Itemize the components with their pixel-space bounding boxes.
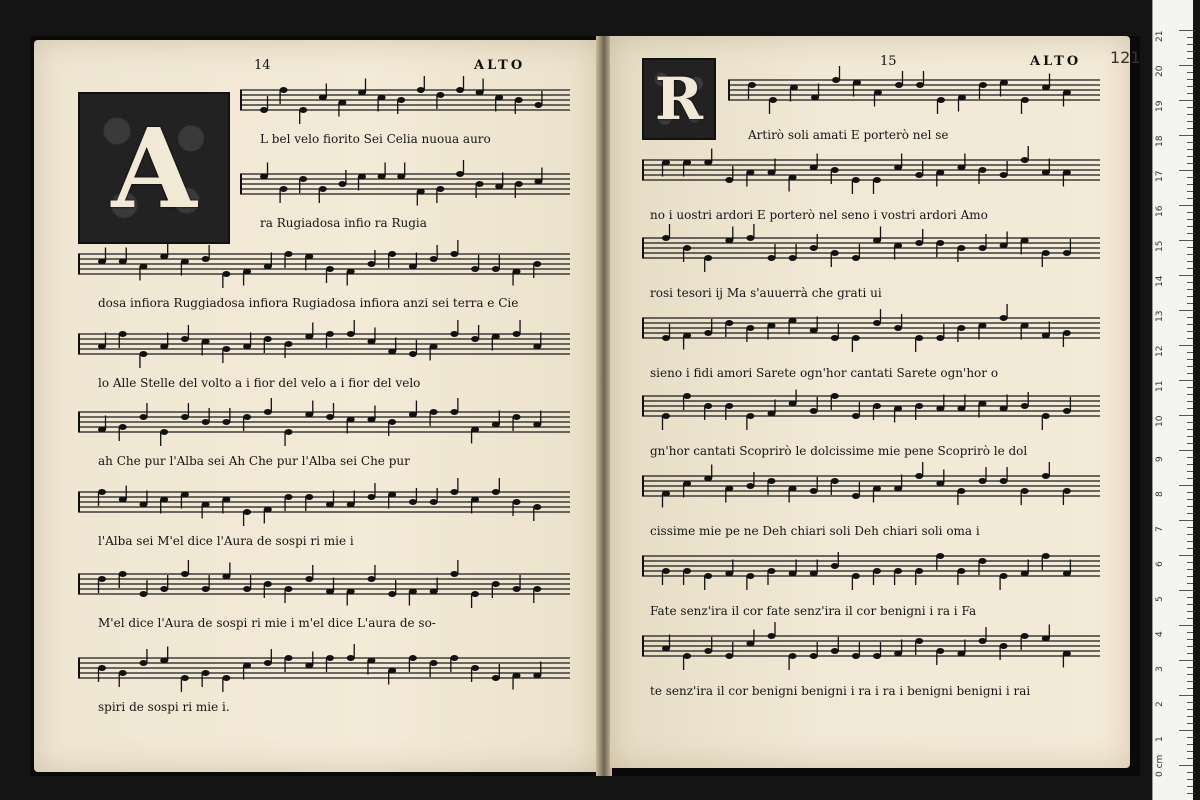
ruler-label: 11 [1155, 380, 1165, 392]
ruler-minor-tick [1187, 667, 1193, 668]
ruler-minor-tick [1187, 702, 1193, 703]
ruler-label: 5 [1155, 596, 1165, 602]
ruler-tick [1179, 730, 1193, 731]
ruler-minor-tick [1187, 72, 1193, 73]
lyric-line: lo Alle Stelle del volto a i fior del velo a i fior del velo [98, 376, 421, 390]
music-staff [240, 168, 570, 198]
ruler-label: 14 [1155, 275, 1165, 287]
ruler-tick [1179, 695, 1193, 696]
ruler-minor-tick [1187, 471, 1193, 472]
music-staff [728, 74, 1100, 104]
ruler-minor-tick [1187, 296, 1193, 297]
ruler-minor-tick [1187, 786, 1193, 787]
ruler-minor-tick [1187, 429, 1193, 430]
ruler-minor-tick [1187, 198, 1193, 199]
open-book [30, 36, 1140, 776]
ruler-minor-tick [1187, 261, 1193, 262]
ruler-minor-tick [1187, 51, 1193, 52]
ruler-tick [1179, 30, 1193, 31]
ruler-minor-tick [1187, 674, 1193, 675]
ruler-minor-tick [1187, 772, 1193, 773]
ruler-minor-tick [1187, 156, 1193, 157]
ruler-minor-tick [1187, 128, 1193, 129]
ruler-label: 7 [1155, 526, 1165, 532]
ruler-minor-tick [1187, 534, 1193, 535]
ruler-minor-tick [1187, 37, 1193, 38]
ruler-minor-tick [1187, 422, 1193, 423]
ruler-minor-tick [1187, 506, 1193, 507]
music-staff [78, 486, 570, 516]
lyric-line: sieno i fidi amori Sarete ogn'hor cantati Sarete ogn'hor o [650, 366, 999, 380]
ruler-minor-tick [1187, 317, 1193, 318]
decorated-initial: A [78, 92, 230, 244]
ruler-minor-tick [1187, 597, 1193, 598]
ruler-minor-tick [1187, 184, 1193, 185]
running-head: ALTO [474, 58, 526, 73]
left-page [34, 40, 598, 772]
ruler-minor-tick [1187, 611, 1193, 612]
ruler-minor-tick [1187, 177, 1193, 178]
ruler-label: 13 [1155, 310, 1165, 322]
ruler-minor-tick [1187, 142, 1193, 143]
ruler-label: 0 cm [1155, 754, 1165, 777]
ruler-minor-tick [1187, 457, 1193, 458]
ruler-tick [1179, 450, 1193, 451]
ruler-minor-tick [1187, 646, 1193, 647]
ruler-minor-tick [1187, 233, 1193, 234]
ruler-minor-tick [1187, 576, 1193, 577]
ruler-label: 16 [1155, 205, 1165, 217]
ruler-minor-tick [1187, 562, 1193, 563]
ruler-minor-tick [1187, 653, 1193, 654]
page-number: 14 [254, 58, 271, 73]
ruler-tick [1179, 240, 1193, 241]
ruler-minor-tick [1187, 408, 1193, 409]
ruler-minor-tick [1187, 436, 1193, 437]
ruler-tick [1179, 590, 1193, 591]
ruler-minor-tick [1187, 751, 1193, 752]
ruler-minor-tick [1187, 478, 1193, 479]
lyric-line: dosa infiora Ruggiadosa infiora Rugiadosa infiora anzi sei terra e Cie [98, 296, 519, 310]
ruler-minor-tick [1187, 79, 1193, 80]
ruler-label: 8 [1155, 491, 1165, 497]
ruler-label: 1 [1155, 736, 1165, 742]
ruler-label: 12 [1155, 345, 1165, 357]
ruler-minor-tick [1187, 366, 1193, 367]
lyric-line: L bel velo fiorito Sei Celia nuoua auro [260, 132, 491, 146]
music-staff [642, 232, 1100, 262]
ruler-label: 15 [1155, 240, 1165, 252]
ruler-minor-tick [1187, 583, 1193, 584]
ruler-minor-tick [1187, 716, 1193, 717]
ruler-tick [1179, 415, 1193, 416]
ruler-label: 21 [1155, 30, 1165, 42]
ruler-tick [1179, 555, 1193, 556]
ruler-label: 17 [1155, 170, 1165, 182]
ruler-minor-tick [1187, 681, 1193, 682]
ruler-minor-tick [1187, 114, 1193, 115]
ruler-tick [1179, 380, 1193, 381]
ruler-minor-tick [1187, 93, 1193, 94]
ruler-label: 10 [1155, 415, 1165, 427]
music-staff [78, 568, 570, 598]
lyric-line: Fate senz'ira il cor fate senz'ira il cor benigni i ra i Fa [650, 604, 977, 618]
ruler-minor-tick [1187, 639, 1193, 640]
ruler-minor-tick [1187, 58, 1193, 59]
ruler-label: 6 [1155, 561, 1165, 567]
ruler-minor-tick [1187, 191, 1193, 192]
ruler-tick [1179, 205, 1193, 206]
ruler-minor-tick [1187, 513, 1193, 514]
ruler-minor-tick [1187, 499, 1193, 500]
ruler-label: 3 [1155, 666, 1165, 672]
ruler-minor-tick [1187, 387, 1193, 388]
ruler-minor-tick [1187, 632, 1193, 633]
ruler-minor-tick [1187, 793, 1193, 794]
ruler-minor-tick [1187, 163, 1193, 164]
ruler-minor-tick [1187, 443, 1193, 444]
ruler-minor-tick [1187, 604, 1193, 605]
ruler-tick [1179, 135, 1193, 136]
ruler-minor-tick [1187, 464, 1193, 465]
lyric-line: te senz'ira il cor benigni benigni i ra i ra i benigni benigni i rai [650, 684, 1031, 698]
ruler-tick [1179, 65, 1193, 66]
ruler-tick [1179, 660, 1193, 661]
lyric-line: no i uostri ardori E porterò nel seno i vostri ardori Amo [650, 208, 988, 222]
ruler-tick [1179, 765, 1193, 766]
music-staff [240, 84, 570, 114]
ruler-label: 20 [1155, 65, 1165, 77]
ruler-minor-tick [1187, 758, 1193, 759]
ruler-minor-tick [1187, 737, 1193, 738]
music-staff [642, 550, 1100, 580]
ruler-minor-tick [1187, 401, 1193, 402]
ruler-minor-tick [1187, 541, 1193, 542]
right-page [610, 36, 1141, 768]
ruler-minor-tick [1187, 254, 1193, 255]
ruler-minor-tick [1187, 86, 1193, 87]
ruler-minor-tick [1187, 744, 1193, 745]
ruler-minor-tick [1187, 44, 1193, 45]
ruler-tick [1179, 310, 1193, 311]
ruler-tick [1179, 625, 1193, 626]
handwritten-folio: 121 [1110, 48, 1141, 67]
lyric-line: ah Che pur l'Alba sei Ah Che pur l'Alba sei Che pur [98, 454, 410, 468]
music-staff [642, 312, 1100, 342]
ruler-minor-tick [1187, 107, 1193, 108]
ruler-tick [1179, 485, 1193, 486]
ruler-minor-tick [1187, 149, 1193, 150]
page-number: 15 [880, 54, 897, 69]
music-staff [642, 470, 1100, 500]
lyric-line: l'Alba sei M'el dice l'Aura de sospi ri mie i [98, 534, 354, 548]
lyric-line: rosi tesori ij Ma s'auuerrà che grati ui [650, 286, 882, 300]
ruler-minor-tick [1187, 569, 1193, 570]
ruler-minor-tick [1187, 352, 1193, 353]
ruler-minor-tick [1187, 373, 1193, 374]
music-staff [642, 154, 1100, 184]
ruler-minor-tick [1187, 303, 1193, 304]
lyric-line: Artirò soli amati E porterò nel se [748, 128, 949, 142]
ruler-minor-tick [1187, 359, 1193, 360]
music-staff [78, 248, 570, 278]
running-head: ALTO [1030, 54, 1082, 69]
ruler-minor-tick [1187, 548, 1193, 549]
lyric-line: spiri de sospi ri mie i. [98, 700, 230, 714]
ruler-minor-tick [1187, 618, 1193, 619]
music-staff [78, 328, 570, 358]
ruler-label: 4 [1155, 631, 1165, 637]
ruler-minor-tick [1187, 212, 1193, 213]
ruler-label: 19 [1155, 100, 1165, 112]
ruler-tick [1179, 170, 1193, 171]
ruler-tick [1179, 275, 1193, 276]
ruler-minor-tick [1187, 121, 1193, 122]
ruler-minor-tick [1187, 492, 1193, 493]
music-staff [642, 390, 1100, 420]
ruler-minor-tick [1187, 709, 1193, 710]
ruler-tick [1179, 345, 1193, 346]
ruler-minor-tick [1187, 394, 1193, 395]
ruler-minor-tick [1187, 338, 1193, 339]
ruler-label: 2 [1155, 701, 1165, 707]
ruler-minor-tick [1187, 226, 1193, 227]
lyric-line: M'el dice l'Aura de sospi ri mie i m'el dice L'aura de so- [98, 616, 436, 630]
ruler-minor-tick [1187, 324, 1193, 325]
ruler-minor-tick [1187, 268, 1193, 269]
ruler-minor-tick [1187, 688, 1193, 689]
ruler-minor-tick [1187, 219, 1193, 220]
ruler-tick [1179, 520, 1193, 521]
music-staff [78, 652, 570, 682]
ruler-minor-tick [1187, 723, 1193, 724]
ruler-minor-tick [1187, 282, 1193, 283]
music-staff [642, 630, 1100, 660]
decorated-initial: R [642, 58, 716, 140]
ruler-minor-tick [1187, 779, 1193, 780]
ruler-tick [1179, 100, 1193, 101]
ruler-label: 18 [1155, 135, 1165, 147]
ruler-minor-tick [1187, 289, 1193, 290]
ruler-minor-tick [1187, 331, 1193, 332]
ruler-minor-tick [1187, 247, 1193, 248]
ruler-minor-tick [1187, 527, 1193, 528]
music-staff [78, 406, 570, 436]
measurement-ruler [1152, 0, 1193, 800]
lyric-line: gn'hor cantati Scoprirò le dolcissime mie pene Scoprirò le dol [650, 444, 1028, 458]
lyric-line: ra Rugiadosa infio ra Rugia [260, 216, 427, 230]
ruler-label: 9 [1155, 456, 1165, 462]
lyric-line: cissime mie pe ne Deh chiari soli Deh chiari soli oma i [650, 524, 980, 538]
